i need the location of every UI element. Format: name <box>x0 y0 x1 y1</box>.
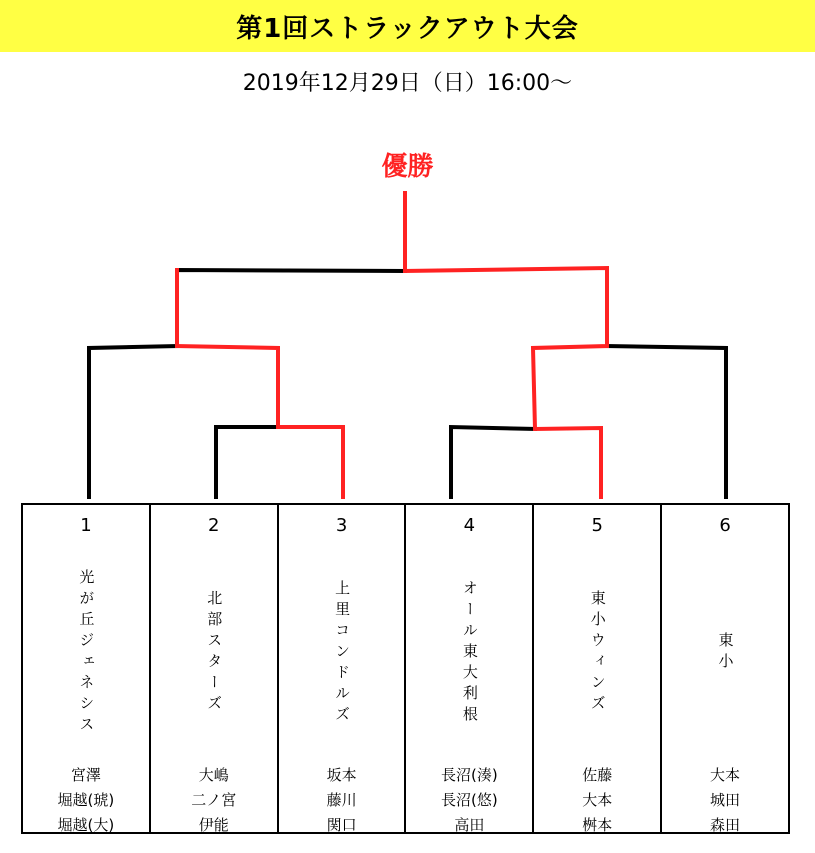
team-column <box>662 505 788 832</box>
team-name: オール東大利根 <box>460 579 479 727</box>
bracket-line-team5-win <box>405 268 607 497</box>
bracket-line-final-left <box>177 270 405 346</box>
member-name: 高田 <box>454 816 485 834</box>
member-name: 宮澤 <box>70 766 101 784</box>
event-datetime: 2019年12月29日（日）16:00〜 <box>242 71 573 96</box>
team-column <box>406 505 534 832</box>
team-members <box>406 763 532 838</box>
team-name: 東小 <box>716 632 735 674</box>
winner-label: 優勝 <box>381 152 434 182</box>
team-column <box>279 505 407 832</box>
bracket-line-team3-win <box>177 346 343 497</box>
member-name: 堀越(大) <box>57 816 115 834</box>
team-column <box>151 505 279 832</box>
team-members <box>151 763 277 838</box>
member-name: 伊能 <box>198 816 229 834</box>
bracket-line-team2 <box>216 427 278 497</box>
teams-table <box>21 503 790 834</box>
bracket-line-team1 <box>89 346 177 497</box>
member-name: 城田 <box>710 791 741 809</box>
member-name: 堀越(琥) <box>57 791 115 809</box>
team-name: 東小ウィンズ <box>588 590 607 716</box>
team-column <box>23 505 151 832</box>
member-name: 大本 <box>582 791 613 809</box>
bracket-line-team6 <box>607 346 726 497</box>
team-name: 上里コンドルズ <box>333 579 352 727</box>
member-name: 関口 <box>326 816 357 834</box>
team-members <box>662 763 788 838</box>
member-name: 坂本 <box>326 766 357 784</box>
team-number: 2 <box>208 515 220 536</box>
member-name: 藤川 <box>326 791 357 809</box>
team-column <box>534 505 662 832</box>
team-name: 北部スターズ <box>205 590 224 716</box>
member-name: 森田 <box>710 816 741 834</box>
team-members <box>534 763 660 838</box>
team-members <box>279 763 405 838</box>
member-name: 長沼(悠) <box>441 791 498 809</box>
member-name: 佐藤 <box>582 766 613 784</box>
team-number: 4 <box>463 515 476 536</box>
team-number: 3 <box>335 515 348 536</box>
team-name: 光が丘ジェネシス <box>77 569 96 737</box>
member-name: 大嶋 <box>198 766 229 784</box>
team-members <box>23 763 149 838</box>
team-number: 6 <box>719 515 731 536</box>
member-name: 大本 <box>710 766 741 784</box>
team-number: 1 <box>80 515 92 536</box>
bracket-line-team4 <box>451 427 535 497</box>
team-number: 5 <box>591 515 603 536</box>
member-name: 桝本 <box>582 816 613 834</box>
member-name: 二ノ宮 <box>191 791 237 809</box>
member-name: 長沼(湊) <box>441 766 498 784</box>
page-title: 第1回ストラックアウト大会 <box>236 13 579 44</box>
